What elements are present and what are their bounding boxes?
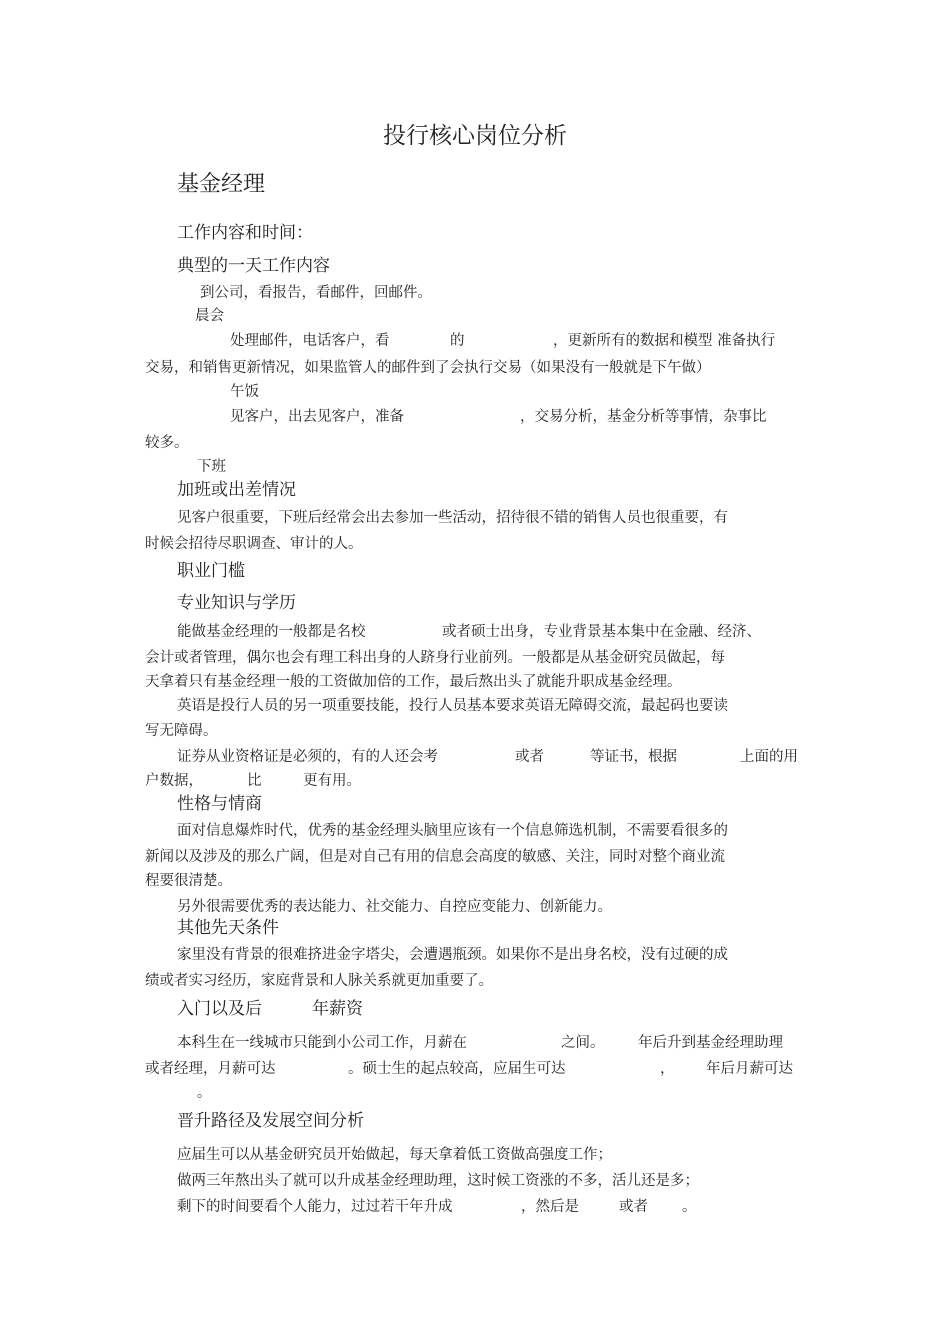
heading-promotion: 晋升路径及发展空间分析 bbox=[177, 1111, 364, 1131]
knowledge-line-6c: 等证书，根据 bbox=[590, 749, 677, 765]
heading-threshold: 职业门槛 bbox=[177, 561, 245, 581]
day-lunch: 午饭 bbox=[230, 384, 259, 400]
personality-line-1: 面对信息爆炸时代，优秀的基金经理头脑里应该有一个信息筛选机制，不需要看很多的 bbox=[177, 823, 728, 839]
other-line-1: 家里没有背景的很难挤进金字塔尖，会遭遇瓶颈。如果你不是出身名校，没有过硬的成 bbox=[177, 947, 728, 963]
knowledge-line-6b: 或者 bbox=[515, 749, 544, 765]
salary-line-1c: 年后升到基金经理助理 bbox=[638, 1035, 783, 1051]
day-p2-b: ，交易分析，基金分析等事情，杂事比 bbox=[520, 409, 767, 425]
promotion-line-3a: 剩下的时间要看个人能力，过过若干年升成 bbox=[177, 1199, 453, 1215]
heading-salary-a: 入门以及后 bbox=[177, 999, 262, 1019]
personality-line-4: 另外很需要优秀的表达能力、社交能力、自控应变能力、创新能力。 bbox=[177, 899, 612, 915]
day-p2-a: 见客户，出去见客户，准备 bbox=[230, 409, 404, 425]
heading-overtime: 加班或出差情况 bbox=[177, 480, 296, 500]
day-p1-d: 交易，和销售更新情况，如果监管人的邮件到了会执行交易（如果没有一般就是下午做） bbox=[145, 360, 711, 376]
day-p1-a: 处理邮件，电话客户，看 bbox=[230, 333, 390, 349]
salary-line-2c: ， bbox=[660, 1061, 675, 1077]
heading-work-time: 工作内容和时间： bbox=[177, 223, 313, 243]
knowledge-line-4: 英语是投行人员的另一项重要技能，投行人员基本要求英语无障碍交流，最起码也要读 bbox=[177, 698, 728, 714]
personality-line-3: 程要很清楚。 bbox=[145, 873, 232, 889]
day-line-1: 到公司，看报告，看邮件，回邮件。 bbox=[200, 285, 432, 301]
overtime-line-2: 时候会招待尽职调查、审计的人。 bbox=[145, 536, 363, 552]
knowledge-line-6d: 上面的用 bbox=[740, 749, 798, 765]
knowledge-line-7a: 户数据， bbox=[145, 773, 203, 789]
salary-line-1a: 本科生在一线城市只能到小公司工作，月薪在 bbox=[177, 1035, 467, 1051]
promotion-line-3d: 。 bbox=[682, 1199, 697, 1215]
salary-line-2a: 或者经理，月薪可达 bbox=[145, 1061, 276, 1077]
day-p1-c: ，更新所有的数据和模型 准备执行 bbox=[553, 333, 776, 349]
knowledge-line-1b: 或者硕士出身，专业背景基本集中在金融、经济、 bbox=[442, 624, 761, 640]
other-line-2: 绩或者实习经历，家庭背景和人脉关系就更加重要了。 bbox=[145, 973, 493, 989]
salary-line-3: 。 bbox=[197, 1085, 212, 1101]
knowledge-line-5: 写无障碍。 bbox=[145, 723, 218, 739]
heading-personality: 性格与情商 bbox=[177, 794, 262, 814]
salary-line-1b: 之间。 bbox=[561, 1035, 605, 1051]
day-p1-b: 的 bbox=[450, 333, 465, 349]
personality-line-2: 新闻以及涉及的那么广阔，但是对自己有用的信息会高度的敏感、关注，同时对整个商业流 bbox=[145, 849, 725, 865]
promotion-line-1: 应届生可以从基金研究员开始做起，每天拿着低工资做高强度工作； bbox=[177, 1147, 612, 1163]
promotion-line-3b: ，然后是 bbox=[521, 1199, 579, 1215]
promotion-line-2: 做两三年熬出头了就可以升成基金经理助理，这时候工资涨的不多，活儿还是多； bbox=[177, 1173, 699, 1189]
day-p2-c: 较多。 bbox=[145, 435, 189, 451]
heading-salary-b: 年薪资 bbox=[312, 999, 363, 1019]
page-title: 投行核心岗位分析 bbox=[383, 123, 567, 149]
promotion-line-3c: 或者 bbox=[619, 1199, 648, 1215]
knowledge-line-1a: 能做基金经理的一般都是名校 bbox=[177, 624, 366, 640]
knowledge-line-7c: 更有用。 bbox=[303, 773, 361, 789]
knowledge-line-6a: 证券从业资格证是必须的，有的人还会考 bbox=[177, 749, 438, 765]
salary-line-2b: 。硕士生的起点较高，应届生可达 bbox=[348, 1061, 566, 1077]
section-heading: 基金经理 bbox=[177, 172, 266, 197]
day-morning-meeting: 晨会 bbox=[195, 308, 224, 324]
knowledge-line-3: 天拿着只有基金经理一般的工资做加倍的工作，最后熬出头了就能升职成基金经理。 bbox=[145, 674, 682, 690]
heading-typical-day: 典型的一天工作内容 bbox=[177, 256, 330, 276]
knowledge-line-7b: 比 bbox=[247, 773, 262, 789]
heading-knowledge: 专业知识与学历 bbox=[177, 593, 296, 613]
day-off-work: 下班 bbox=[197, 459, 226, 475]
knowledge-line-2: 会计或者管理，偶尔也会有理工科出身的人跻身行业前列。一般都是从基金研究员做起，每 bbox=[145, 650, 725, 666]
overtime-line-1: 见客户很重要，下班后经常会出去参加一些活动，招待很不错的销售人员也很重要，有 bbox=[177, 510, 728, 526]
heading-other: 其他先天条件 bbox=[177, 918, 279, 938]
salary-line-2d: 年后月薪可达 bbox=[706, 1061, 793, 1077]
